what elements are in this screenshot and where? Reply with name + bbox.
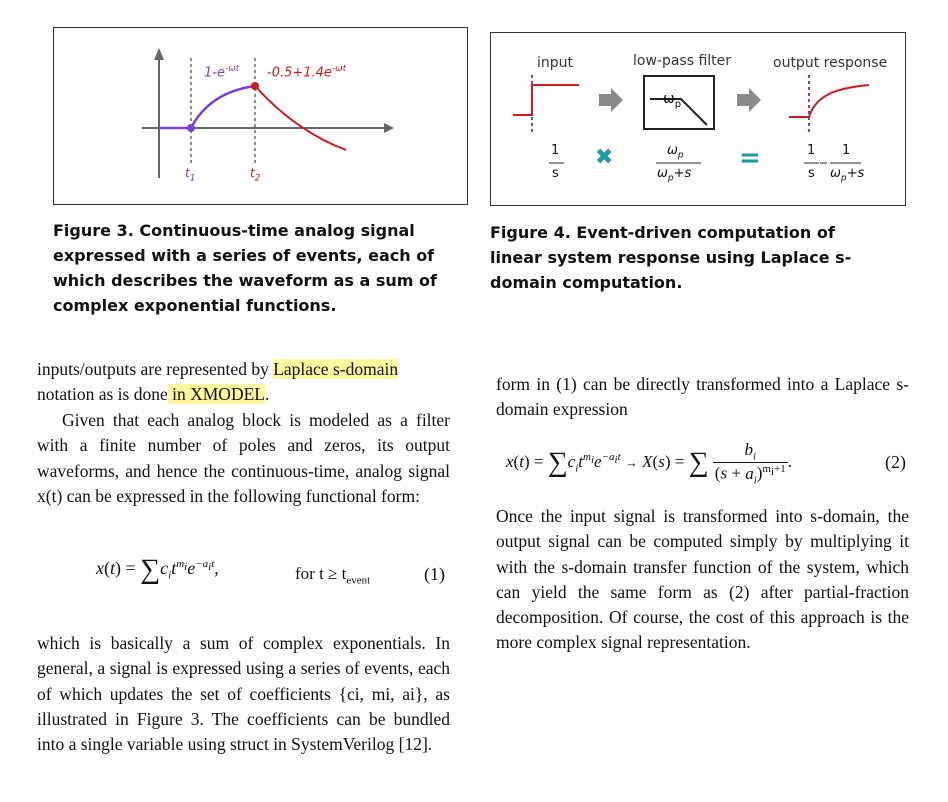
input-label: input: [537, 55, 574, 71]
omega-p-label: $\omega_p$: [663, 91, 682, 110]
left-para-3: which is basically a sum of complex exponentials. In general, a signal is expressed using a series of events, each of which updates the set of coefficients {ci, mi, ai}, as illustrated in Figure 3. The coefficients can be bundled into a single variable using struct in SystemVerilog [12].: [37, 633, 450, 755]
rise-label: $1-e^{-\omega t}$: [204, 64, 240, 81]
left-para-1: inputs/outputs are represented by Laplace s-domain notation as is done in XMODEL.: [37, 359, 399, 405]
t1-label: $t_1$: [185, 166, 196, 184]
arrow-right-1: [599, 88, 623, 112]
equation-1-condition: for $t \ge t_{event}$: [295, 564, 371, 587]
equals-icon: =: [739, 143, 761, 173]
input-step: [513, 85, 579, 115]
purple-rise-curve: [191, 86, 255, 128]
input-frac-den: s: [552, 166, 559, 181]
out-frac2-den: $\omega_p+s$: [830, 166, 865, 184]
decay-label: $-0.5+1.4e^{-\omega t}$: [267, 64, 347, 81]
right-para-1: form in (1) can be directly transformed into a Laplace s-domain expression: [496, 374, 909, 420]
x-axis-arrow: [384, 123, 394, 133]
figure-3-plot: [54, 28, 467, 204]
equation-2: $x(t) = \sum c_it^{m_i}e^{-a_it} \to X(s)$ = ∑ $\frac{b_i}{(s + a_i)^{m_i+1}}$ .: [506, 440, 793, 487]
left-para-2: Given that each analog block is modeled as a filter with a finite number of poles and zeros, its output waveforms, and hence the continuous-time, analog signal x(t) can be expressed in the following functional form:: [37, 410, 450, 506]
purple-event-dot: [187, 124, 195, 132]
output-curve: [789, 85, 869, 117]
filter-label: low-pass filter: [633, 53, 732, 69]
filter-frac-den: $\omega_p+s$: [657, 166, 692, 184]
input-frac-num: 1: [551, 143, 560, 158]
equation-2-number: (2): [885, 452, 906, 472]
output-label: output response: [773, 55, 888, 71]
y-axis-arrow: [154, 48, 164, 60]
times-icon: ✖: [595, 145, 614, 170]
t2-label: $t_2$: [250, 166, 261, 184]
out-frac2-num: 1: [842, 143, 851, 158]
highlight-xmodel: in XMODEL: [167, 384, 265, 405]
arrow-right-2: [737, 88, 761, 112]
figure-3-caption: Figure 3. Continuous-time analog signal expressed with a series of events, each of which describes the waveform as a sum of complex exponential functions.: [53, 221, 437, 315]
filter-frac-num: $\omega_p$: [667, 143, 684, 161]
highlight-laplace: Laplace s-domain: [273, 359, 399, 379]
figure-4-caption: Figure 4. Event-driven computation of linear system response using Laplace s-domain computation.: [490, 223, 852, 292]
equation-1: $x(t) = \sum c_it^{m_i}e^{-a_it}$,: [96, 554, 219, 585]
equation-1-number: (1): [424, 564, 445, 584]
out-frac1-den: s: [808, 166, 815, 181]
out-frac1-num: 1: [807, 143, 816, 158]
red-event-dot: [251, 82, 259, 90]
figure-3-box: [53, 27, 468, 205]
right-para-2: Once the input signal is transformed into s-domain, the output signal can be computed simply by multiplying it with the s-domain transfer function of the system, which can yield the same form as (2) after partial-fraction decomposition. Of course, the cost of this approach is the more complex signal representation.: [496, 506, 909, 653]
red-decay-curve: [255, 86, 346, 150]
figure-4-box: [490, 32, 906, 206]
